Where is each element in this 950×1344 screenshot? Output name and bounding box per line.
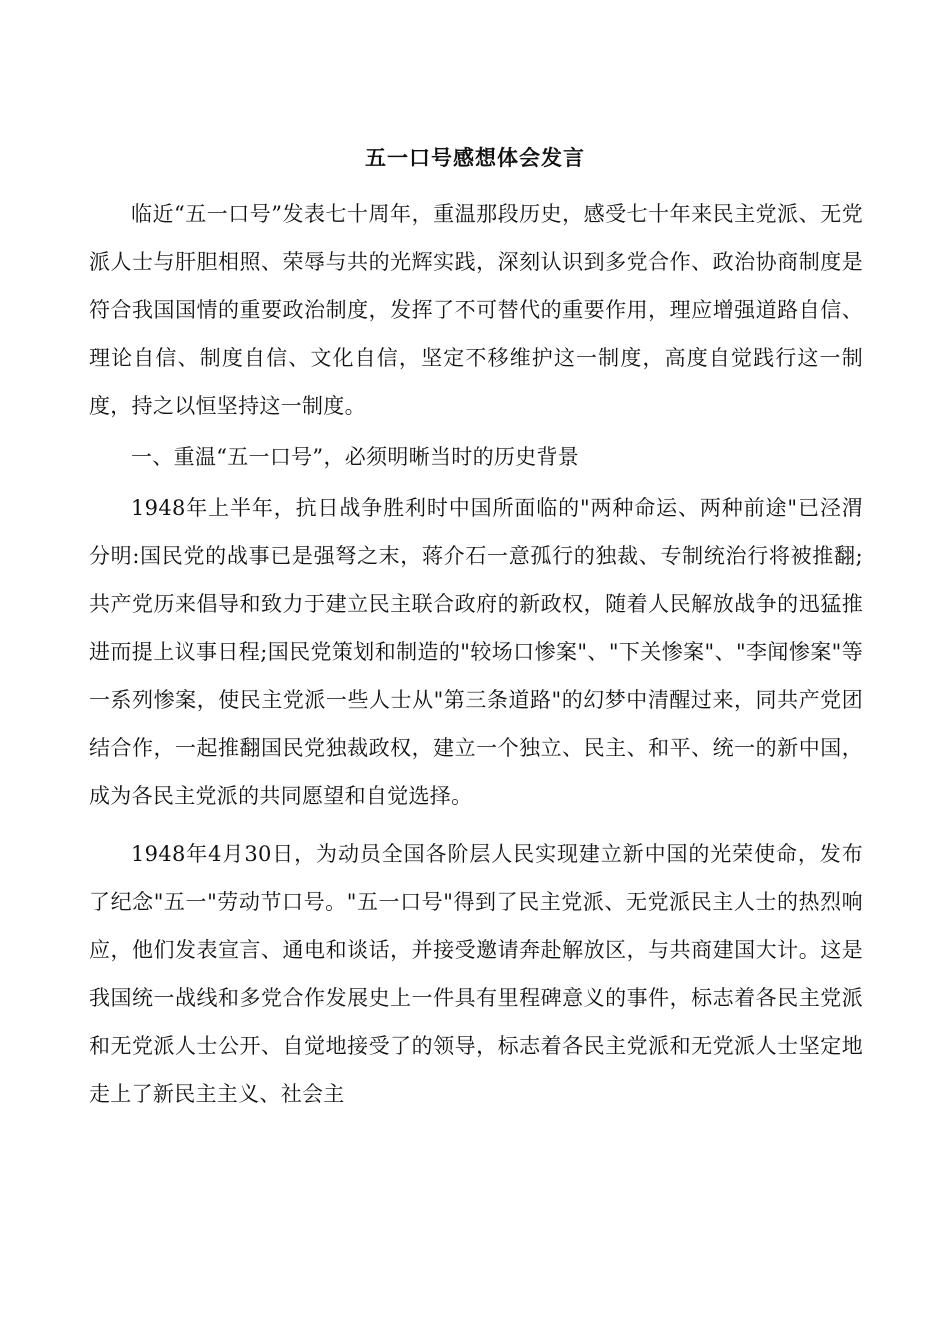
paragraph-may-day-slogan: 1948年4月30日，为动员全国各阶层人民实现建立新中国的光荣使命，发布了纪念"五一"劳动节口号。"五一口号"得到了民主党派、无党派民主人士的热烈响应，他们发表宣言、通电和谈话，并接受邀请奔赴解放区，与共商建国大计。这是我国统一战线和多党合作发展史上一件具有里程碑意义的事件，标志着各民主党派和无党派人士公开、自觉地接受了的领导，标志着各民主党派和无党派人士坚定地走上了新民主主义、社会主 bbox=[89, 842, 863, 1106]
document-title: 五一口号感想体会发言 bbox=[365, 146, 585, 170]
paragraph-intro: 临近“五一口号”发表七十周年，重温那段历史，感受七十年来民主党派、无党派人士与肝胆相照、荣辱与共的光辉实践，深刻认识到多党合作、政治协商制度是符合我国国情的重要政治制度，发挥了不可替代的重要作用，理应增强道路自信、理论自信、制度自信、文化自信，坚定不移维护这一制度，高度自觉践行这一制度，持之以恒坚持这一制度。 bbox=[89, 202, 863, 418]
document-body bbox=[89, 190, 863, 1118]
paragraph-background: 1948年上半年，抗日战争胜利时中国所面临的"两种命运、两种前途"已泾渭分明:国民党的战事已是强弩之末，蒋介石一意孤行的独裁、专制统治行将被推翻;共产党历来倡导和致力于建立民主联合政府的新政权，随着人民解放战争的迅猛推进而提上议事日程;国民党策划和制造的"较场口惨案"、"下关惨案"、"李闻惨案"等一系列惨案，使民主党派一些人士从"第三条道路"的幻梦中清醒过来，同共产党团结合作，一起推翻国民党独裁政权，建立一个独立、民主、和平、统一的新中国，成为各民主党派的共同愿望和自觉选择。 bbox=[89, 496, 863, 808]
section-heading-1: 一、重温“五一口号”，必须明晰当时的历史背景 bbox=[131, 445, 580, 469]
